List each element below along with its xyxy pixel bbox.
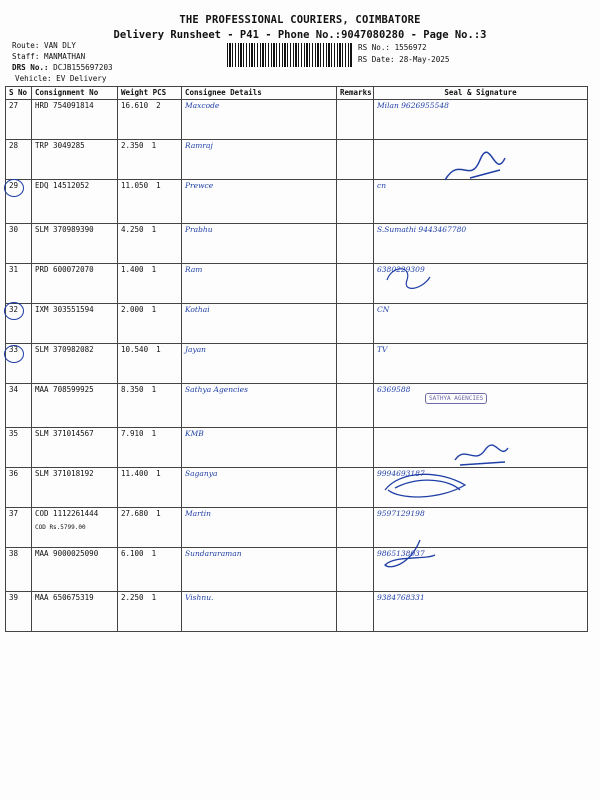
weight-value: 11.050: [121, 181, 149, 190]
table-row: [6, 468, 588, 508]
row-consignee: Vishnu.: [182, 592, 337, 632]
col-sno: S No: [6, 87, 32, 100]
pcs-value: 1: [151, 141, 157, 150]
row-sno: 38: [6, 548, 32, 592]
row-consignee: Prabhu: [182, 224, 337, 264]
pcs-value: 1: [151, 305, 157, 314]
consignment-no: SLM 370989390: [35, 225, 94, 234]
consignment-no: COD 1112261444: [35, 509, 99, 518]
company-stamp: SATHYA AGENCIES: [425, 393, 487, 404]
runsheet-subtitle: Delivery Runsheet - P41 - Phone No.:9047080280 - Page No.:3: [113, 29, 487, 41]
row-weight: [118, 428, 182, 468]
sno-circle-32: [4, 302, 24, 320]
row-sno: 39: [6, 592, 32, 632]
vehicle-text: Vehicle: EV Delivery: [15, 74, 107, 83]
weight-value: 2.350: [121, 141, 144, 150]
row-consignee: Sundararaman: [182, 548, 337, 592]
row-consignment: [32, 304, 118, 344]
row-weight: [118, 140, 182, 180]
row-consignee: Kothai: [182, 304, 337, 344]
consignment-no: HRD 754091814: [35, 101, 94, 110]
row-sno: 28: [6, 140, 32, 180]
signature-scribble: [380, 470, 470, 505]
weight-value: 16.610: [121, 101, 149, 110]
drs-value: DCJB155697203: [53, 63, 113, 72]
row-signature: 9597129198: [374, 508, 588, 548]
row-signature: TV: [374, 344, 588, 384]
weight-value: 2.000: [121, 305, 144, 314]
table-row: [6, 384, 588, 428]
signature-scribble: [380, 535, 440, 575]
row-weight: [118, 592, 182, 632]
consignment-no: IXM 303551594: [35, 305, 94, 314]
row-remarks: [337, 592, 374, 632]
col-weight-pcs: [118, 87, 182, 100]
pcs-value: 2: [156, 101, 161, 110]
weight-value: 4.250: [121, 225, 144, 234]
table-row: [6, 592, 588, 632]
table-row: [6, 344, 588, 384]
signature-scribble: [382, 265, 432, 295]
row-signature: 9865138037: [374, 548, 588, 592]
consignment-no: SLM 370982082: [35, 345, 94, 354]
row-weight: [118, 384, 182, 428]
table-row: [6, 264, 588, 304]
table-row: [6, 304, 588, 344]
row-signature: CN: [374, 304, 588, 344]
row-sno: 27: [6, 100, 32, 140]
row-signature: Milan 9626955548: [374, 100, 588, 140]
row-remarks: [337, 180, 374, 224]
row-signature: S.Sumathi 9443467780: [374, 224, 588, 264]
row-remarks: [337, 224, 374, 264]
consignment-no: SLM 371014567: [35, 429, 94, 438]
col-consignment: Consignment No: [32, 87, 118, 100]
row-signature: 6369588: [374, 384, 588, 428]
consignment-no: MAA 650675319: [35, 593, 94, 602]
signature-scribble: [450, 440, 510, 470]
row-sno: 34: [6, 384, 32, 428]
col-seal: Seal & Signature: [374, 87, 588, 100]
barcode: [227, 43, 352, 67]
pcs-value: 1: [151, 225, 157, 234]
rs-date-text: RS Date: 28-May-2025: [358, 55, 450, 64]
row-remarks: [337, 428, 374, 468]
company-title: THE PROFESSIONAL COURIERS, COIMBATORE: [179, 14, 421, 26]
table-row: [6, 100, 588, 140]
row-consignment: [32, 592, 118, 632]
row-consignee: Maxcode: [182, 100, 337, 140]
row-signature: 9384768331: [374, 592, 588, 632]
row-remarks: [337, 508, 374, 548]
row-consignment: [32, 428, 118, 468]
weight-value: 1.400: [121, 265, 144, 274]
row-weight: [118, 224, 182, 264]
row-sno: 32: [6, 304, 32, 344]
pcs-value: 1: [151, 549, 157, 558]
weight-value: 10.540: [121, 345, 149, 354]
route-text: Route: VAN DLY: [12, 41, 77, 50]
weight-value: 6.100: [121, 549, 144, 558]
col-weight: Weight: [121, 88, 149, 97]
row-sno: 31: [6, 264, 32, 304]
row-sno: 29: [6, 180, 32, 224]
row-weight: [118, 264, 182, 304]
row-consignee: KMB: [182, 428, 337, 468]
row-consignment: [32, 100, 118, 140]
consignment-no: SLM 371018192: [35, 469, 94, 478]
consignment-no: PRD 600072070: [35, 265, 94, 274]
consignment-no: MAA 708599925: [35, 385, 94, 394]
drs-text: [12, 62, 113, 73]
row-remarks: [337, 548, 374, 592]
rs-no-text: RS No.: 1556972: [358, 43, 427, 52]
row-consignee: Saganya: [182, 468, 337, 508]
row-consignee: Ram: [182, 264, 337, 304]
row-consignment: [32, 384, 118, 428]
row-sno: 37: [6, 508, 32, 548]
pcs-value: 1: [151, 429, 157, 438]
row-weight: [118, 180, 182, 224]
row-remarks: [337, 264, 374, 304]
row-weight: [118, 304, 182, 344]
pcs-value: 1: [156, 345, 161, 354]
row-remarks: [337, 344, 374, 384]
consignment-no: TRP 3049285: [35, 141, 85, 150]
row-signature: cn: [374, 180, 588, 224]
row-consignment: [32, 140, 118, 180]
col-remarks: Remarks: [337, 87, 374, 100]
row-weight: [118, 508, 182, 548]
table-row: [6, 548, 588, 592]
row-sno: 30: [6, 224, 32, 264]
row-remarks: [337, 140, 374, 180]
sno-circle-33: [4, 345, 24, 363]
table-header-row: [6, 87, 588, 100]
consignment-no: MAA 9000025090: [35, 549, 99, 558]
weight-value: 11.400: [121, 469, 149, 478]
row-consignment: [32, 264, 118, 304]
row-consignment: [32, 548, 118, 592]
row-remarks: [337, 384, 374, 428]
row-consignment: [32, 344, 118, 384]
row-consignee: Martin: [182, 508, 337, 548]
row-weight: [118, 548, 182, 592]
cod-amount: COD Rs.5799.00: [35, 524, 86, 531]
pcs-value: 1: [156, 181, 161, 190]
row-consignee: Ramraj: [182, 140, 337, 180]
row-consignment: [32, 224, 118, 264]
row-consignment: [32, 180, 118, 224]
pcs-value: 1: [151, 385, 157, 394]
pcs-value: 1: [151, 593, 157, 602]
row-consignee: Sathya Agencies: [182, 384, 337, 428]
col-consignee: Consignee Details: [182, 87, 337, 100]
row-consignee: Jayan: [182, 344, 337, 384]
row-weight: [118, 468, 182, 508]
row-sno: 35: [6, 428, 32, 468]
row-weight: [118, 100, 182, 140]
row-remarks: [337, 468, 374, 508]
drs-label: DRS No.:: [12, 63, 49, 72]
row-weight: [118, 344, 182, 384]
table-row: [6, 224, 588, 264]
table-row: [6, 508, 588, 548]
row-consignment: [32, 468, 118, 508]
weight-value: 8.350: [121, 385, 144, 394]
signature-scribble: [440, 150, 510, 190]
row-sno: 33: [6, 344, 32, 384]
col-pcs: PCS: [152, 88, 167, 97]
sno-circle-29: [4, 179, 24, 197]
consignment-no: EDQ 14512052: [35, 181, 90, 190]
weight-value: 2.250: [121, 593, 144, 602]
pcs-value: 1: [156, 469, 161, 478]
pcs-value: 1: [156, 509, 161, 518]
row-remarks: [337, 304, 374, 344]
pcs-value: 1: [151, 265, 157, 274]
row-signature: 6380229309: [374, 264, 588, 304]
row-consignee: Prewce: [182, 180, 337, 224]
weight-value: 27.680: [121, 509, 149, 518]
row-signature: 9994693187: [374, 468, 588, 508]
row-remarks: [337, 100, 374, 140]
row-sno: 36: [6, 468, 32, 508]
weight-value: 7.910: [121, 429, 144, 438]
row-consignment: [32, 508, 118, 548]
staff-text: Staff: MANMATHAN: [12, 52, 86, 61]
